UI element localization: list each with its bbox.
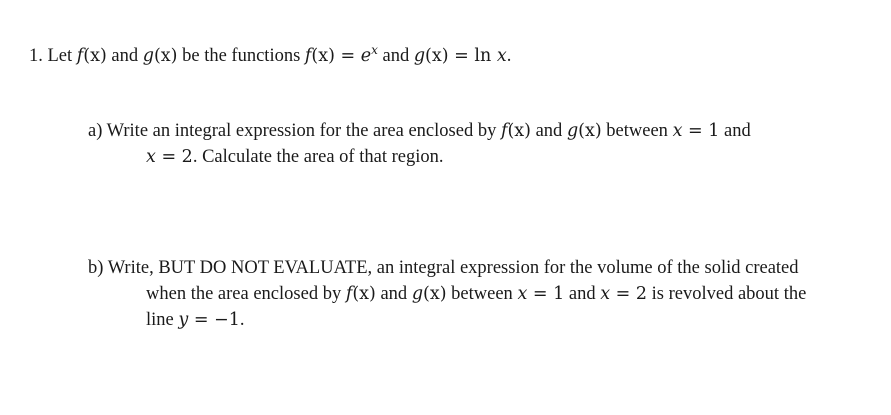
text-period: . xyxy=(506,46,512,66)
math-arg: (x) xyxy=(311,46,335,66)
text-and: and xyxy=(375,284,412,304)
part-b-line-3 xyxy=(146,308,244,332)
math-f: f xyxy=(304,46,312,66)
math-g: g xyxy=(413,46,426,66)
math-x: x xyxy=(517,284,528,304)
text-and: and xyxy=(530,121,567,141)
math-g: g xyxy=(566,121,579,141)
math-arg: (x) xyxy=(352,284,376,304)
text-and: and xyxy=(106,46,143,66)
math-x: x xyxy=(146,147,156,167)
text-and: and xyxy=(719,121,751,141)
problem-intro-text-2: be the functions xyxy=(177,46,305,66)
math-exponent: x xyxy=(371,43,378,57)
part-b-text-2: when the area enclosed by xyxy=(146,284,346,304)
math-x: x xyxy=(496,46,507,66)
math-arg: (x) xyxy=(153,46,178,66)
math-equals: = xyxy=(448,46,475,66)
part-b-label: b) xyxy=(88,258,104,278)
part-a-text-2: . Calculate the area of that region. xyxy=(192,147,444,167)
problem-statement xyxy=(29,44,511,68)
math-arg: (x) xyxy=(425,46,449,66)
math-x: x xyxy=(672,121,683,141)
part-a-line-1 xyxy=(88,119,751,143)
problem-intro-text: Let xyxy=(47,46,77,66)
part-b-line-2 xyxy=(146,282,806,306)
math-x: x xyxy=(600,284,611,304)
math-arg: (x) xyxy=(578,121,602,141)
text-and: and xyxy=(564,284,601,304)
part-a-label: a) xyxy=(88,121,103,141)
math-e: e xyxy=(360,46,372,66)
part-b-text-3: line xyxy=(146,310,179,330)
problem-number: 1. xyxy=(29,46,43,66)
math-equals-neg1: = −1 xyxy=(188,310,240,330)
math-ln: ln xyxy=(474,46,497,66)
math-f: f xyxy=(500,121,508,141)
math-arg: (x) xyxy=(423,284,447,304)
math-arg: (x) xyxy=(507,121,531,141)
math-equals-1: = 1 xyxy=(682,121,720,141)
text-revolved: is revolved about the xyxy=(647,284,807,304)
text-between: between xyxy=(601,121,673,141)
math-arg: (x) xyxy=(83,46,107,66)
part-a-text: Write an integral expression for the area enclosed by xyxy=(102,121,501,141)
text-between: between xyxy=(446,284,518,304)
math-equals-2: = 2 xyxy=(610,284,648,304)
text-period: . xyxy=(239,310,245,330)
part-b-line-1 xyxy=(88,256,799,280)
math-f: f xyxy=(345,284,353,304)
text-and: and xyxy=(377,46,414,66)
math-equals-2: = 2 xyxy=(155,147,193,167)
part-a-line-2 xyxy=(146,145,443,169)
math-equals-1: = 1 xyxy=(527,284,565,304)
math-y: y xyxy=(178,310,189,330)
math-g: g xyxy=(411,284,424,304)
math-f: f xyxy=(76,46,84,66)
part-b-text: Write, BUT DO NOT EVALUATE, an integral expression for the volume of the solid created xyxy=(103,258,799,278)
math-g: g xyxy=(142,46,154,66)
math-equals: = xyxy=(334,46,361,66)
